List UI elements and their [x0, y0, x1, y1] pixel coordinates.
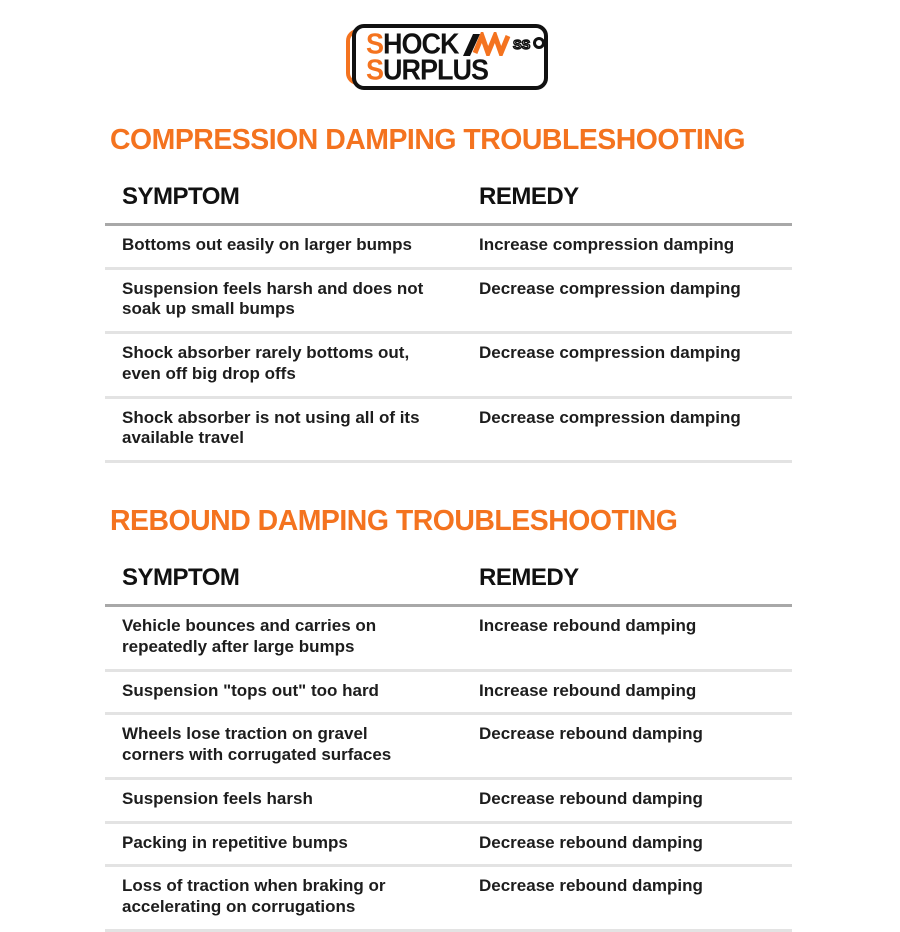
logo-letter-s2: S	[366, 53, 384, 86]
symptom-cell: Shock absorber rarely bottoms out, even off big drop offs	[122, 343, 410, 383]
remedy-cell: Decrease rebound damping	[479, 788, 703, 808]
remedy-cell: Decrease rebound damping	[479, 876, 703, 896]
table-row	[105, 270, 792, 334]
symptom-cell: Shock absorber is not using all of its available travel	[122, 407, 420, 448]
compression-table	[105, 167, 792, 463]
logo-line-2	[366, 53, 536, 86]
remedy-cell: Decrease compression damping	[479, 407, 741, 427]
remedy-column-header: REMEDY	[479, 564, 579, 592]
remedy-cell: Decrease rebound damping	[479, 832, 703, 852]
symptom-cell: Suspension feels harsh and does not soak up small bumps	[122, 278, 424, 319]
shock-surplus-logo	[352, 24, 548, 90]
symptom-cell: Suspension "tops out" too hard	[122, 680, 379, 700]
shock-absorber-coil-icon	[463, 32, 547, 56]
table-row	[105, 715, 792, 779]
rebound-table	[105, 548, 792, 932]
compression-section-title: COMPRESSION DAMPING TROUBLESHOOTING	[110, 124, 745, 156]
table-row	[105, 672, 792, 716]
logo-line-1	[366, 27, 536, 60]
remedy-cell: Increase rebound damping	[479, 616, 697, 636]
table-row	[105, 226, 792, 270]
table-row	[105, 780, 792, 824]
table-row	[105, 824, 792, 868]
symptom-cell: Packing in repetitive bumps	[122, 832, 348, 852]
rebound-section-title: REBOUND DAMPING TROUBLESHOOTING	[110, 505, 678, 538]
compression-table-header-row	[105, 167, 792, 226]
remedy-cell: Increase rebound damping	[479, 680, 697, 700]
logo-box	[352, 24, 548, 90]
remedy-cell: Decrease rebound damping	[479, 724, 703, 744]
table-row	[105, 334, 792, 398]
symptom-cell: Wheels lose traction on gravel corners with corrugated surfaces	[122, 724, 392, 765]
symptom-cell: Bottoms out easily on larger bumps	[122, 235, 412, 254]
section-gap	[0, 463, 900, 471]
rebound-table-header-row	[105, 548, 792, 607]
symptom-cell: Suspension feels harsh	[122, 788, 313, 808]
logo-ss-badge: SS	[512, 37, 530, 52]
logo-row	[0, 0, 900, 90]
table-row	[105, 399, 792, 463]
table-row	[105, 607, 792, 671]
symptom-column-header: SYMPTOM	[122, 564, 240, 592]
symptom-cell: Vehicle bounces and carries on repeatedly after large bumps	[122, 616, 377, 656]
remedy-column-header: REMEDY	[479, 183, 579, 210]
symptom-cell: Loss of traction when braking or accelerating on corrugations	[122, 876, 386, 917]
remedy-cell: Decrease compression damping	[479, 343, 741, 363]
logo-letter-s1: S	[366, 27, 384, 60]
symptom-column-header: SYMPTOM	[122, 183, 240, 210]
remedy-cell: Decrease compression damping	[479, 278, 741, 298]
remedy-cell: Increase compression damping	[479, 235, 735, 254]
logo-word-hock: HOCK	[383, 27, 459, 60]
logo-word-urplus: URPLUS	[383, 53, 489, 86]
